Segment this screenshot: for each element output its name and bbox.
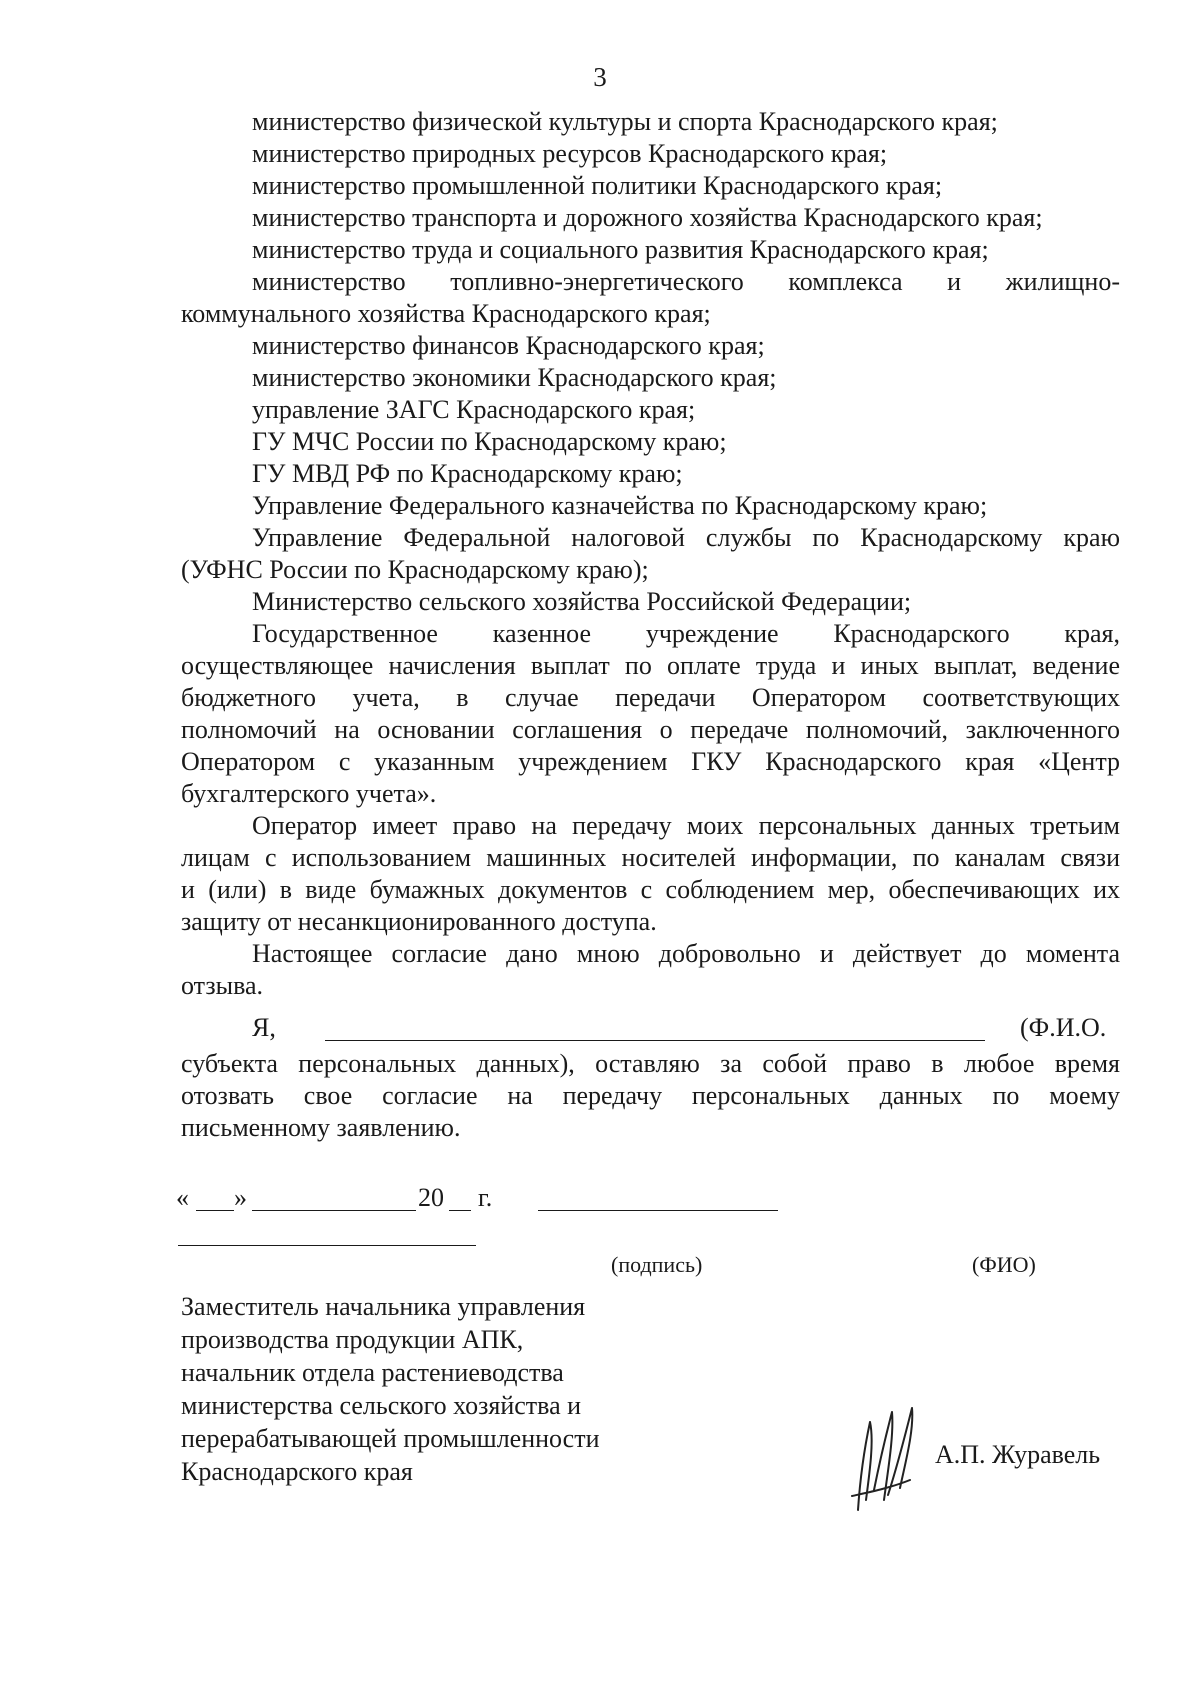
signatory-name: А.П. Журавель	[935, 1440, 1101, 1469]
text-line: субъекта персональных данных), оставляю за собой право в любое время	[181, 1049, 1120, 1078]
fio-caption: (ФИО)	[972, 1252, 1036, 1277]
text-line: защиту от несанкционированного доступа.	[181, 907, 657, 936]
text-line: министерство транспорта и дорожного хозяйства Краснодарского края;	[252, 203, 1043, 232]
text-line: полномочий на основании соглашения о передаче полномочий, заключенного	[181, 715, 1120, 744]
text-line: осуществляющее начисления выплат по оплате труда и иных выплат, ведение	[181, 651, 1120, 680]
text-line: министерство труда и социального развития Краснодарского края;	[252, 235, 989, 264]
document-body	[181, 106, 1120, 1002]
fio-label: (Ф.И.О.	[1020, 1013, 1107, 1042]
signatory-line: производства продукции АПК,	[181, 1325, 524, 1354]
text-line: лицам с использованием машинных носителей информации, по каналам связи	[181, 843, 1120, 872]
text-line: и (или) в виде бумажных документов с соблюдением мер, обеспечивающих их	[181, 875, 1120, 904]
fio-blank[interactable]	[325, 1040, 985, 1041]
text-line: министерство промышленной политики Краснодарского края;	[252, 171, 943, 200]
text-line: министерство топливно-энергетического комплекса и жилищно-	[252, 267, 1120, 296]
date-month-blank[interactable]	[252, 1210, 416, 1211]
text-line: отзыва.	[181, 971, 264, 1000]
text-line: отозвать свое согласие на передачу персональных данных по моему	[181, 1081, 1120, 1110]
text-line: Управление Федеральной налоговой службы по Краснодарскому краю	[252, 523, 1120, 552]
text-line: министерство природных ресурсов Краснодарского края;	[252, 139, 888, 168]
text-line: бюджетного учета, в случае передачи Оператором соответствующих	[181, 683, 1120, 712]
signatory-line: министерства сельского хозяйства и	[181, 1391, 582, 1420]
text-line: бухгалтерского учета».	[181, 779, 437, 808]
date-year-blank[interactable]	[449, 1210, 471, 1211]
text-line: управление ЗАГС Краснодарского края;	[252, 395, 696, 424]
date-close-quote: »	[234, 1183, 247, 1212]
signatory-line: начальник отдела растениеводства	[181, 1358, 564, 1387]
fio-name-blank[interactable]	[178, 1245, 476, 1246]
text-line: (УФНС России по Краснодарскому краю);	[181, 555, 649, 584]
text-line: Государственное казенное учреждение Краснодарского края,	[252, 619, 1120, 648]
text-line: письменному заявлению.	[181, 1113, 461, 1142]
signature-blank[interactable]	[538, 1210, 778, 1211]
text-line: Оператор имеет право на передачу моих персональных данных третьим	[252, 811, 1120, 840]
text-line: ГУ МЧС России по Краснодарскому краю;	[252, 427, 727, 456]
text-line: коммунального хозяйства Краснодарского края;	[181, 299, 711, 328]
fio-prefix: Я,	[252, 1013, 276, 1042]
signatory-line: Краснодарского края	[181, 1457, 413, 1486]
handwritten-signature	[840, 1400, 940, 1520]
date-day-blank[interactable]	[196, 1210, 234, 1211]
text-line: Управление Федерального казначейства по Краснодарскому краю;	[252, 491, 988, 520]
signatory-line: перерабатывающей промышленности	[181, 1424, 600, 1453]
date-open-quote: «	[176, 1183, 189, 1212]
signature-caption: (подпись)	[611, 1252, 703, 1277]
text-line: министерство экономики Краснодарского края;	[252, 363, 777, 392]
date-year-prefix: 20	[418, 1183, 444, 1212]
text-line: министерство финансов Краснодарского края;	[252, 331, 765, 360]
text-line: Оператором с указанным учреждением ГКУ Краснодарского края «Центр	[181, 747, 1120, 776]
signatory-block	[181, 1290, 600, 1488]
text-line: Настоящее согласие дано мною добровольно и действует до момента	[252, 939, 1120, 968]
page-number: 3	[593, 62, 607, 92]
text-line: министерство физической культуры и спорта Краснодарского края;	[252, 107, 998, 136]
signatory-line: Заместитель начальника управления	[181, 1292, 586, 1321]
text-line: ГУ МВД РФ по Краснодарскому краю;	[252, 459, 683, 488]
date-year-suffix: г.	[478, 1183, 493, 1212]
fio-continuation	[181, 1048, 1120, 1144]
text-line: Министерство сельского хозяйства Российской Федерации;	[252, 587, 912, 616]
